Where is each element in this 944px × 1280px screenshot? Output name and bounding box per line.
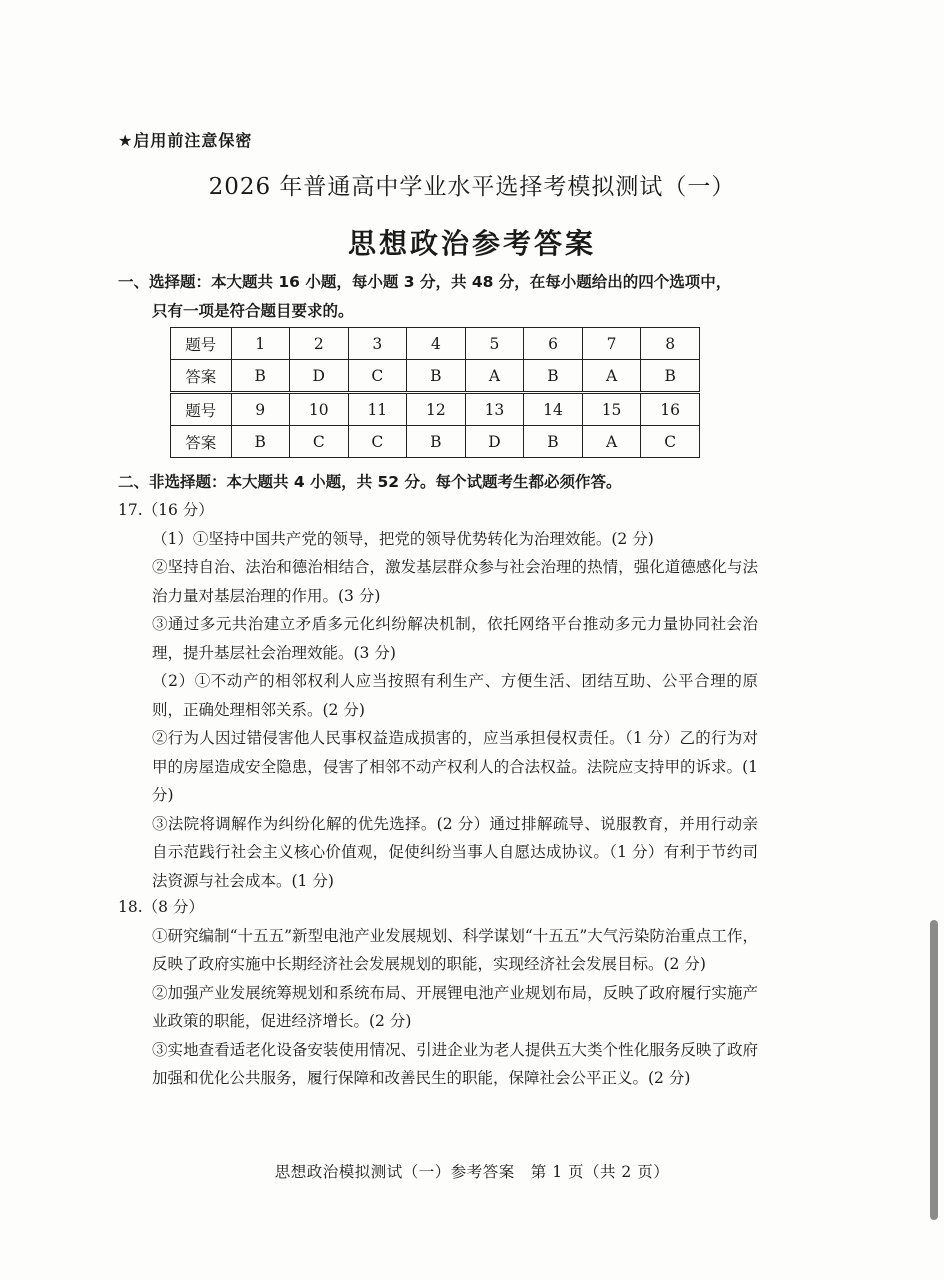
answer-paragraph: （1）①坚持中国共产党的领导，把党的领导优势转化为治理效能。(2 分) — [152, 529, 654, 548]
answer-key-table — [170, 327, 700, 458]
question-18-number: 18.（8 分） — [118, 898, 204, 916]
answer-paragraph: ③通过多元共治建立矛盾多元化纠纷解决机制，依托网络平台推动多元力量协同社会治理，提升基层社会治理效能。(3 分) — [152, 615, 758, 662]
page-footer: 思想政治模拟测试（一）参考答案 第 1 页（共 2 页） — [274, 1163, 670, 1181]
question-number-cell: 11 — [348, 393, 407, 426]
answer-cell: A — [465, 360, 524, 393]
answer-paragraph: ②坚持自治、法治和德治相结合，激发基层群众参与社会治理的热情，强化道德感化与法治力量对基层治理的作用。(3 分) — [152, 558, 758, 605]
question-number-cell: 10 — [289, 393, 348, 426]
question-number-cell: 6 — [524, 328, 583, 360]
confidential-notice: ★启用前注意保密 — [118, 131, 253, 150]
question-17-answer — [118, 496, 758, 895]
answer-paragraph: ②加强产业发展统筹规划和系统布局、开展锂电池产业规划布局，反映了政府履行实施产业政策的职能，促进经济增长。(2 分) — [152, 983, 758, 1030]
answer-cell: B — [231, 426, 289, 458]
question-number-cell: 13 — [465, 393, 524, 426]
question-number-cell: 15 — [582, 393, 641, 426]
question-number-cell: 2 — [289, 328, 348, 360]
question-number-cell: 7 — [582, 328, 641, 360]
section1-heading-line1: 一、选择题：本大题共 16 小题，每小题 3 分，共 48 分，在每小题给出的四个选项中， — [118, 273, 732, 291]
answer-cell: C — [289, 426, 348, 458]
row-label-number: 题号 — [171, 393, 232, 426]
table-row — [171, 393, 700, 426]
question-number-cell: 16 — [641, 393, 700, 426]
question-number-cell: 1 — [231, 328, 289, 360]
row-label-answer: 答案 — [171, 426, 232, 458]
answer-paragraph: （2）①不动产的相邻权利人应当按照有利生产、方便生活、团结互助、公平合理的原则，正确处理相邻关系。(2 分) — [152, 672, 758, 719]
question-number-cell: 4 — [407, 328, 466, 360]
question-number-cell: 9 — [231, 393, 289, 426]
exam-title: 2026 年普通高中学业水平选择考模拟测试（一） — [208, 174, 736, 200]
question-17-number: 17.（16 分） — [118, 501, 214, 519]
question-number-cell: 14 — [524, 393, 583, 426]
answer-paragraph: ③实地查看适老化设备安装使用情况、引进企业为老人提供五大类个性化服务反映了政府加强和优化公共服务，履行保障和改善民生的职能，保障社会公平正义。(2 分) — [152, 1040, 758, 1087]
question-number-cell: 8 — [641, 328, 700, 360]
answer-cell: B — [407, 426, 466, 458]
answer-cell: B — [524, 426, 583, 458]
section2-heading: 二、非选择题：本大题共 4 小题，共 52 分。每个试题考生都必须作答。 — [118, 473, 622, 491]
answer-cell: D — [289, 360, 348, 393]
answer-paragraph: ①研究编制“十五五”新型电池产业发展规划、科学谋划“十五五”大气污染防治重点工作，反映了政府实施中长期经济社会发展规划的职能，实现经济社会发展目标。(2 分) — [152, 926, 758, 973]
answer-cell: D — [465, 426, 524, 458]
question-number-cell: 5 — [465, 328, 524, 360]
scrollbar-thumb[interactable] — [930, 920, 938, 1220]
answer-cell: A — [582, 426, 641, 458]
answer-paragraph: ②行为人因过错侵害他人民事权益造成损害的，应当承担侵权责任。（1 分）乙的行为对甲的房屋造成安全隐患，侵害了相邻不动产权利人的合法权益。法院应支持甲的诉求。(1 分) — [152, 729, 758, 804]
question-number-cell: 12 — [407, 393, 466, 426]
row-label-number: 题号 — [171, 328, 232, 360]
section1-heading-line2: 只有一项是符合题目要求的。 — [152, 302, 354, 320]
row-label-answer: 答案 — [171, 360, 232, 393]
question-number-cell: 3 — [348, 328, 407, 360]
answer-paragraph: ③法院将调解作为纠纷化解的优先选择。(2 分）通过排解疏导、说服教育，并用行动亲自示范践行社会主义核心价值观，促使纠纷当事人自愿达成协议。（1 分）有利于节约司法资源与社会成本。(1 分) — [152, 814, 758, 890]
answer-cell: B — [524, 360, 583, 393]
answer-cell: C — [641, 426, 700, 458]
table-row — [171, 360, 700, 393]
answer-cell: A — [582, 360, 641, 393]
answer-cell: C — [348, 426, 407, 458]
table-row — [171, 426, 700, 458]
document-title: 思想政治参考答案 — [347, 227, 596, 260]
answer-cell: B — [641, 360, 700, 393]
answer-cell: C — [348, 360, 407, 393]
answer-cell: B — [231, 360, 289, 393]
answer-cell: B — [407, 360, 466, 393]
question-18-answer — [118, 893, 758, 1093]
section1-heading — [118, 268, 758, 326]
table-row — [171, 328, 700, 360]
